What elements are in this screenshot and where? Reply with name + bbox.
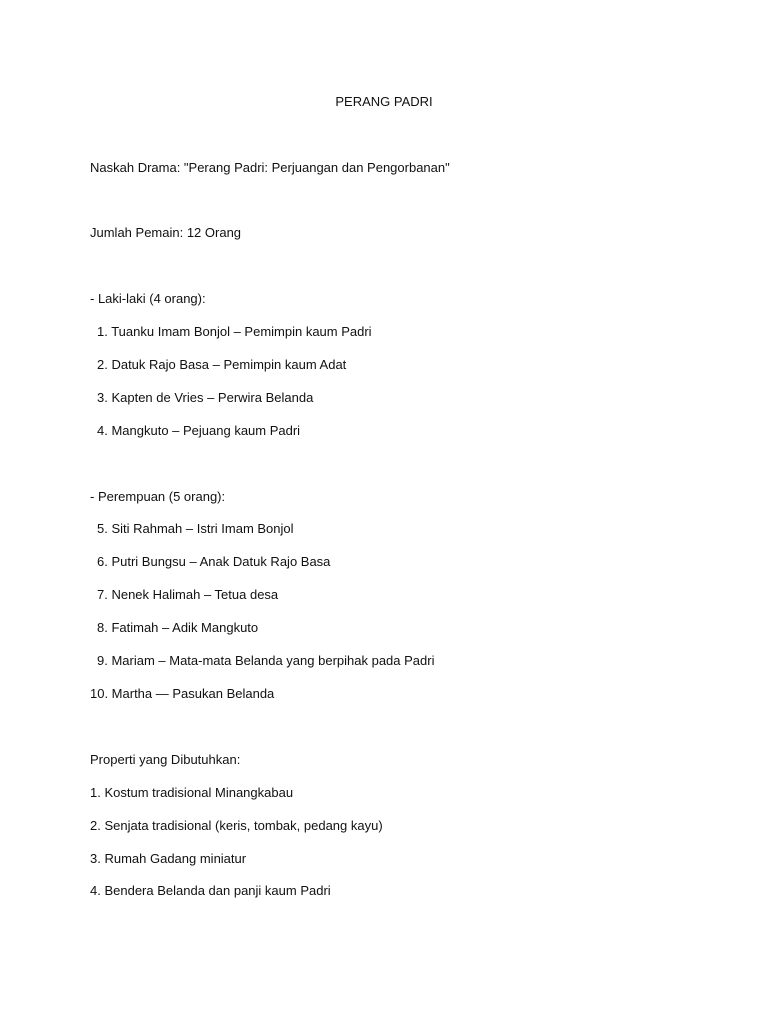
- list-item: 4. Bendera Belanda dan panji kaum Padri: [90, 883, 331, 898]
- list-item: 3. Kapten de Vries – Perwira Belanda: [97, 390, 314, 405]
- page-title: [0, 94, 768, 110]
- cast-count: Jumlah Pemain: 12 Orang: [90, 225, 242, 240]
- list-item: 6. Putri Bungsu – Anak Datuk Rajo Basa: [97, 554, 331, 569]
- list-item: 4. Mangkuto – Pejuang kaum Padri: [97, 423, 301, 438]
- list-item: 8. Fatimah – Adik Mangkuto: [97, 620, 259, 635]
- list-item: 5. Siti Rahmah – Istri Imam Bonjol: [97, 521, 294, 536]
- page-title-text: PERANG PADRI: [335, 94, 433, 109]
- props-header: Properti yang Dibutuhkan:: [90, 752, 241, 767]
- list-item: 2. Datuk Rajo Basa – Pemimpin kaum Adat: [97, 357, 347, 372]
- script-title: Naskah Drama: "Perang Padri: Perjuangan dan Pengorbanan": [90, 160, 450, 175]
- list-item: 1. Kostum tradisional Minangkabau: [90, 785, 294, 800]
- female-cast-header: - Perempuan (5 orang):: [90, 489, 226, 504]
- list-item: 10. Martha — Pasukan Belanda: [90, 686, 275, 701]
- list-item: 9. Mariam – Mata-mata Belanda yang berpihak pada Padri: [97, 653, 435, 668]
- list-item: 1. Tuanku Imam Bonjol – Pemimpin kaum Padri: [97, 324, 372, 339]
- list-item: 7. Nenek Halimah – Tetua desa: [97, 587, 279, 602]
- list-item: 2. Senjata tradisional (keris, tombak, pedang kayu): [90, 818, 383, 833]
- list-item: 3. Rumah Gadang miniatur: [90, 851, 247, 866]
- male-cast-header: - Laki-laki (4 orang):: [90, 291, 206, 306]
